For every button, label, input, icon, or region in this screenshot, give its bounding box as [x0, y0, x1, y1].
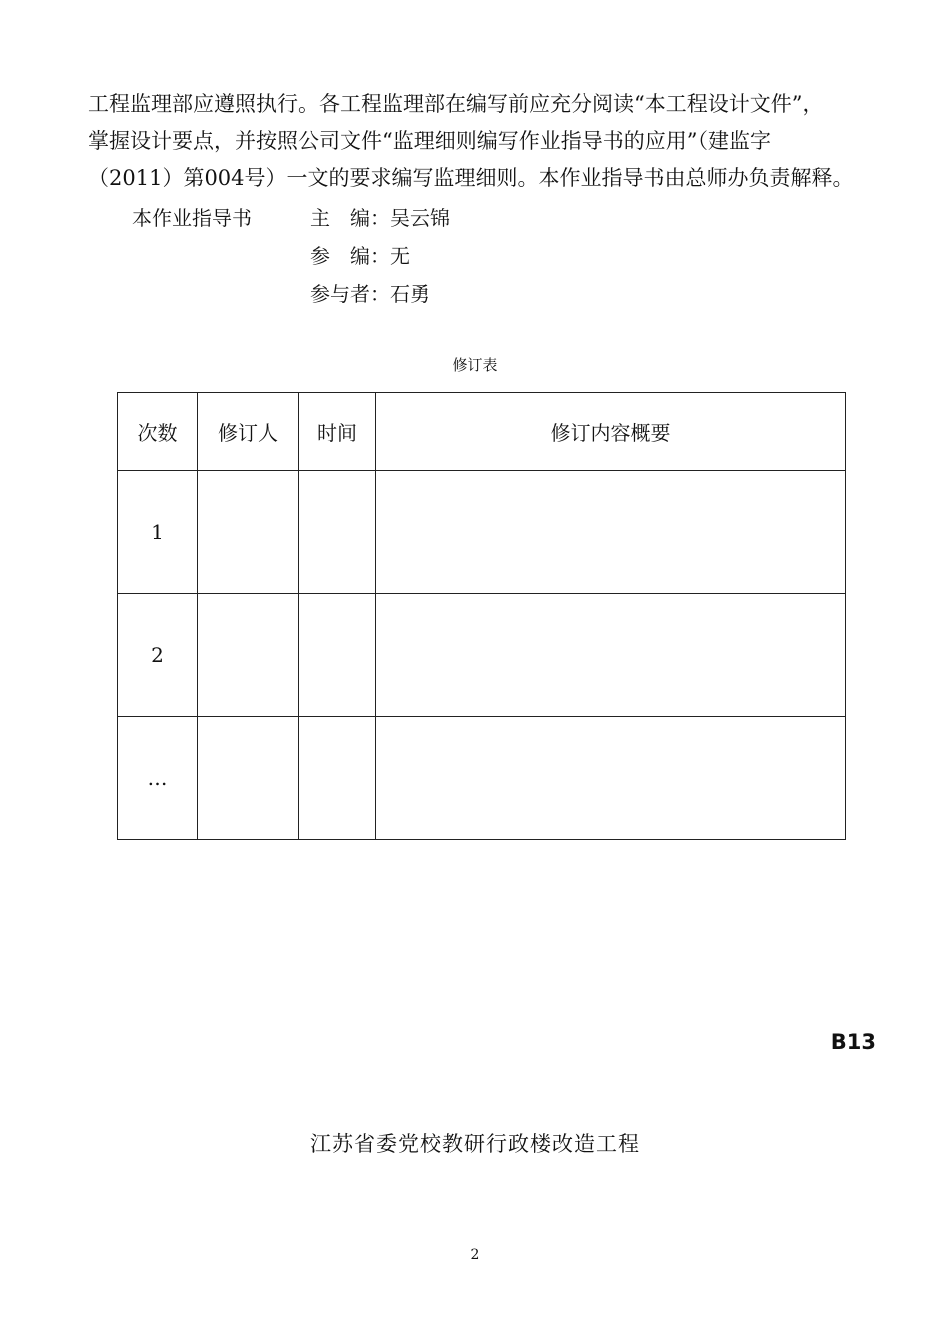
- project-name: 江苏省委党校教研行政楼改造工程: [310, 1132, 640, 1156]
- row-number: …: [118, 717, 198, 840]
- credits-lead: 本作业指导书: [132, 206, 252, 230]
- credits-editor: 主 编：吴云锦: [310, 206, 450, 230]
- header-summary: 修订内容概要: [376, 393, 846, 471]
- page-number: 2: [470, 1247, 480, 1263]
- row-summary: [376, 471, 846, 594]
- row-reviser: [198, 471, 299, 594]
- intro-paragraph: [88, 86, 878, 197]
- row-reviser: [198, 594, 299, 717]
- row-summary: [376, 717, 846, 840]
- intro-line-2: 掌握设计要点，并按照公司文件“监理细则编写作业指导书的应用”（建监字: [88, 129, 771, 153]
- row-time: [299, 594, 376, 717]
- header-time: 时间: [299, 393, 376, 471]
- intro-line-1: 工程监理部应遵照执行。各工程监理部在编写前应充分阅读“本工程设计文件”，: [88, 92, 824, 116]
- credits-coeditor: 参 编：无: [310, 244, 410, 268]
- document-code: B13: [830, 1030, 876, 1054]
- header-reviser: 修订人: [198, 393, 299, 471]
- table-row: [118, 594, 846, 717]
- table-header-row: [118, 393, 846, 471]
- row-number: 1: [118, 471, 198, 594]
- revision-table: [117, 392, 846, 840]
- row-time: [299, 471, 376, 594]
- table-row: [118, 471, 846, 594]
- credits-block: [132, 199, 450, 313]
- table-caption: 修订表: [452, 356, 498, 374]
- row-summary: [376, 594, 846, 717]
- row-time: [299, 717, 376, 840]
- row-reviser: [198, 717, 299, 840]
- intro-line-3: （2011）第004号）一文的要求编写监理细则。本作业指导书由总师办负责解释。: [88, 166, 854, 190]
- table-row: [118, 717, 846, 840]
- row-number: 2: [118, 594, 198, 717]
- header-count: 次数: [118, 393, 198, 471]
- credits-participants: 参与者：石勇: [310, 282, 430, 306]
